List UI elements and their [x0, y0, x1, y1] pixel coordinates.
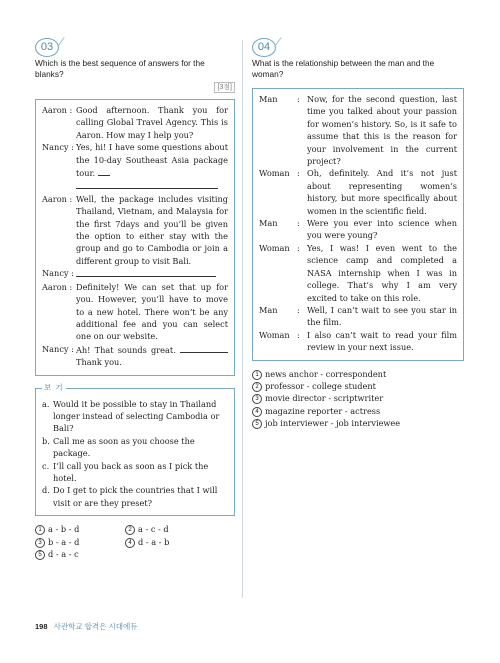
- choice-text: a - b - d: [48, 524, 80, 535]
- utterance: Were you ever into science when you were young?: [307, 218, 457, 241]
- score-tag: [3점]: [214, 82, 235, 93]
- dialogue-box: [252, 88, 464, 361]
- answer-choice[interactable]: [35, 523, 125, 535]
- choice-text: news anchor - correspondent: [265, 368, 387, 379]
- utterance: Thank you.: [76, 357, 122, 368]
- dialogue-line: Aaron : Definitely! We can set that up for you. However, you’ll have to move to a new hotel. There won’t be any additional fee and you can select one on our website.: [42, 281, 228, 342]
- question-prompt: Which is the best sequence of answers for the blanks?: [35, 58, 205, 79]
- question-prompt: What is the relationship between the man and the woman?: [252, 58, 435, 79]
- utterance: I also can’t wait to read your film review in your next issue.: [307, 329, 457, 353]
- bogi-option: [42, 398, 228, 435]
- speaker-name: Woman: [259, 168, 290, 179]
- footer-text: 사관학교 합격은 시대에듀: [53, 622, 138, 631]
- choice-text: d - a - b: [138, 536, 170, 547]
- choice-number: 1: [35, 525, 45, 535]
- question-04: [252, 38, 464, 430]
- answer-choice[interactable]: [35, 548, 125, 560]
- dialogue-line: Woman : I also can’t wait to read your film review in your next issue.: [259, 329, 457, 353]
- choice-text: professor - college student: [265, 380, 376, 391]
- speaker-name: Nancy: [42, 142, 69, 153]
- option-text: Would it be possible to stay in Thailand longer instead of selecting Cambodia or Bali?: [53, 398, 220, 434]
- choice-text: job interviewer - job interviewee: [265, 418, 401, 429]
- choice-text: b - a - d: [48, 536, 80, 547]
- question-04-text: [252, 58, 464, 80]
- dialogue-line: Man : Well, I can’t wait to see you star in the film.: [259, 304, 457, 328]
- utterance: Oh, definitely. And it’s not just about representing women’s history, but more specifically about women in the scientific field.: [307, 168, 457, 216]
- speaker-name: Man: [259, 218, 278, 229]
- page-footer: [35, 621, 137, 632]
- answer-choice[interactable]: [125, 536, 215, 548]
- choice-number: 2: [125, 525, 135, 535]
- answer-choice[interactable]: [252, 417, 464, 429]
- answer-choice[interactable]: [35, 536, 125, 548]
- option-text: Call me as soon as you choose the package.: [53, 435, 195, 459]
- answer-choice[interactable]: [252, 368, 464, 380]
- answer-choices: [35, 523, 235, 560]
- dialogue-line: Aaron : Good afternoon. Thank you for calling Global Travel Agency. This is Aaron. How may I help you?: [42, 105, 228, 140]
- option-text: I’ll call you back as soon as I pick the hotel.: [53, 460, 209, 483]
- utterance: Well, I can’t wait to see you star in the film.: [307, 304, 457, 328]
- dialogue-line: Woman : Yes, I was! I even went to the science camp and completed a NASA internship when I was in college. That’s why I am very excited to take on this role.: [259, 242, 457, 303]
- question-04-header: [252, 38, 464, 58]
- page-number: 198: [35, 622, 48, 631]
- dialogue-line: Man : Were you ever into science when you were young?: [259, 218, 457, 241]
- choice-number: 4: [252, 407, 262, 417]
- answer-choice[interactable]: [252, 405, 464, 417]
- speaker-name: Woman: [259, 329, 290, 340]
- answer-choice[interactable]: [252, 392, 464, 404]
- speaker-name: Aaron: [42, 281, 67, 292]
- bogi-box: [35, 382, 235, 517]
- speaker-name: Nancy: [42, 268, 69, 279]
- choice-number: 5: [35, 550, 45, 560]
- choice-text: a - c - d: [138, 524, 169, 535]
- utterance: Well, the package includes visiting Thailand, Vietnam, and Malaysia for the first 7days and you’ll be given the option to either stay with the group and go to Cambodia or join a different group to visit Bali.: [76, 193, 228, 266]
- option-key: b.: [42, 435, 50, 446]
- answer-blank[interactable]: [180, 343, 228, 353]
- bogi-option: [42, 484, 228, 509]
- speaker-name: Woman: [259, 242, 290, 253]
- choice-number: 3: [252, 394, 262, 404]
- utterance: Yes, I was! I even went to the science camp and completed a NASA internship when I was in college. That’s why I am very excited to take on this role.: [307, 242, 457, 303]
- dialogue-line: Nancy : Ah! That sounds great. Thank you.: [42, 343, 228, 369]
- dialogue-line: Man : Now, for the second question, last time you talked about your passion for women’s history. So, is it safe to assume that this is the reason for your involvement in the current project?: [259, 94, 457, 167]
- choice-number: 1: [252, 370, 262, 380]
- question-03-text: [35, 58, 235, 93]
- dialogue-box: [35, 99, 235, 376]
- utterance: Good afternoon. Thank you for calling Global Travel Agency. This is Aaron. How may I help you?: [76, 105, 228, 140]
- choice-text: magazine reporter - actress: [265, 405, 381, 416]
- answer-choices: [252, 368, 464, 430]
- choice-number: 2: [252, 382, 262, 392]
- speaker-name: Aaron: [42, 105, 67, 115]
- utterance: Ah! That sounds great.: [76, 344, 176, 355]
- dialogue-line: Aaron : Well, the package includes visiting Thailand, Vietnam, and Malaysia for the first 7days and you’ll be given the option to either stay with the group and go to Cambodia or join a different group to visit Bali.: [42, 193, 228, 266]
- question-03-header: [35, 38, 235, 58]
- option-key: d.: [42, 485, 50, 496]
- question-number-badge: 04: [252, 38, 276, 57]
- choice-text: d - a - c: [48, 549, 79, 559]
- question-03: [35, 38, 235, 560]
- bogi-option: [42, 435, 228, 460]
- utterance: Definitely! We can set that up for you. However, you’ll have to move to a new hotel. There won’t be any additional fee and you can select one on our website.: [76, 281, 228, 342]
- choice-number: 5: [252, 419, 262, 429]
- option-key: a.: [42, 398, 50, 409]
- bogi-label: 보 기: [44, 382, 64, 392]
- speaker-name: Aaron: [42, 193, 67, 204]
- dialogue-line: Woman : Oh, definitely. And it’s not just about representing women’s history, but more specifically about women in the scientific field.: [259, 168, 457, 216]
- question-number-badge: 03: [35, 38, 59, 57]
- dialogue-line: Nancy :: [42, 267, 228, 280]
- option-text: Do I get to pick the countries that I will visit or are they preset?: [53, 485, 218, 508]
- option-key: c.: [42, 460, 50, 471]
- answer-blank[interactable]: [76, 179, 218, 189]
- choice-number: 3: [35, 538, 45, 548]
- utterance: Now, for the second question, last time you talked about your passion for women’s history. So, is it safe to assume that this is the reason for your involvement in the current project?: [307, 94, 457, 167]
- speaker-name: Man: [259, 94, 278, 104]
- answer-choice[interactable]: [252, 380, 464, 392]
- answer-blank[interactable]: [76, 267, 216, 277]
- utterance: Yes, hi! I have some questions about the 10-day Southeast Asia package tour.: [76, 142, 228, 179]
- answer-blank[interactable]: [98, 166, 110, 176]
- answer-choice[interactable]: [125, 523, 215, 535]
- column-divider: [242, 40, 243, 598]
- dialogue-line: Nancy : Yes, hi! I have some questions about the 10-day Southeast Asia package tour.: [42, 141, 228, 193]
- choice-number: 4: [125, 538, 135, 548]
- speaker-name: Man: [259, 304, 278, 315]
- speaker-name: Nancy: [42, 343, 69, 354]
- choice-text: movie director - scriptwriter: [265, 393, 384, 404]
- bogi-option: [42, 460, 228, 485]
